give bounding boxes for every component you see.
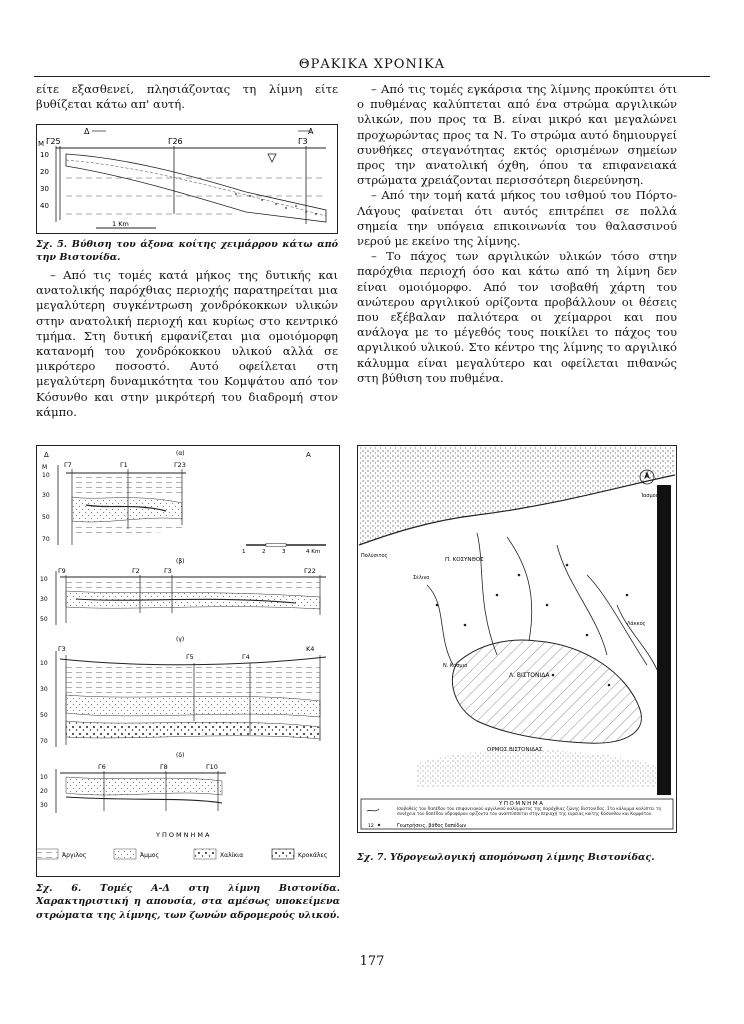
fig6-section-a-label: (α) [176,450,185,457]
map-label-nkosmio: Ν. Κόσμιο [443,663,468,669]
fig6-c-depth-4: 70 [40,738,48,745]
legend-swatch-clay [36,849,58,859]
fig6-a-depth-2: 30 [42,492,50,499]
legend-swatch-gravel [194,849,216,859]
fig6-a-depth-1: 10 [42,472,50,479]
fig6-c-well-1: Γ3 [58,645,66,653]
figure-6-sections [36,445,340,877]
fig6-a-depth-4: 70 [42,536,50,543]
fig6-c-depth-1: 10 [40,660,48,667]
fig6-scale-1: 1 [242,549,246,555]
fig5-unit-m: Μ [38,140,45,148]
legend-swatch-sand [114,849,136,859]
page-number: 177 [359,954,385,969]
fig5-depth-40: 40 [40,202,49,210]
figure-6-caption: Σχ. 6. Τομές Α-Δ στη λίμνη Βιστονίδα. Χαρακτηριστική η απουσία, στα αμέσως υποκείμενα στρώματα της λίμνης, των ζωνών αδρομερούς υλικού. [36,883,340,921]
left-paragraph-1: είτε εξασθενεί, πλησιάζοντας τη λίμνη είτε βυθίζεται κάτω απ' αυτή. [36,82,338,112]
right-paragraph-2: – Από την τομή κατά μήκος του ισθμού του Πόρτο-Λάγους φαίνεται ότι αυτός επιτρέπει σε πολλά σημεία την υπόγεια επικοινωνία του θαλασσινού νερού με εκείνο της λίμνης. [357,188,677,249]
fig6-d-well-1: Γ6 [98,763,106,771]
fig5-scale: 1 Km [112,220,129,228]
fig7-legend-well-num: 12 [368,824,374,829]
fig6-c-depth-3: 50 [40,712,48,719]
fig6-a-well-3: Γ23 [174,461,186,469]
fig6-legend [36,849,327,859]
fig6-d-depth-1: 10 [40,774,48,781]
journal-title: ΘΡΑΚΙΚΑ ΧΡΟΝΙΚΑ [298,57,446,72]
fig5-well-g26: Γ26 [168,137,183,146]
fig6-unit-m: Μ [42,464,48,471]
fig6-d-well-2: Γ8 [160,763,168,771]
figure-5-cross-section [36,124,338,234]
fig6-b-depth-3: 50 [40,616,48,623]
legend-pebbles: Κροκάλες [298,852,328,859]
fig5-end-d: Δ [84,127,90,136]
fig6-b-well-2: Γ2 [132,567,140,575]
fig7-legend-isobath-text: Ισοβαθείς του δαπέδου του επιφανειακού αργιλικού καλύμματος της παρόχθιας ζώνης Βιστονίδας. Στο κάλυμμα καλύπτει τη συνέχεια του δαπέδου υδροφόρου ορίζοντα του αναπτύσσεται στην περιοχή της ευρείας κοίτης Κόσυνθου και Κομψάτου. [397,806,662,816]
fig7-legend-title: ΥΠΟΜΝΗΜΑ [499,801,545,807]
fig5-depth-30: 30 [40,185,49,193]
figure-7 [357,445,677,833]
map-label-selino: Σέλινο [413,575,430,581]
fig6-b-depth-2: 30 [40,596,48,603]
fig6-section-b-label: (β) [176,558,185,565]
fig6-b-well-4: Γ22 [304,567,316,575]
right-paragraph-1: – Από τις τομές εγκάρσια της λίμνης προκύπτει ότι ο πυθμένας καλύπτεται από ένα στρώμα αργιλικών υλικών, που προς τα Β. είναι μικρό και μεγαλώνει προχωρώντας προς τα Ν. Το στρώμα αυτό δημιουργεί συνθήκες στεγανότητας εκτός ορισμένων σημείων προς την ανατολική όχθη, όπου τα επιφανειακά στρώματα χρειάζονται περισσότερη διερεύνηση. [357,82,677,188]
fig6-b-well-3: Γ3 [164,567,172,575]
figure-5-caption: Σχ. 5. Βύθιση του άξονα κοίτης χειμάρρου κάτω από την Βιστονίδα. [36,239,338,264]
figure-6 [36,445,340,877]
right-paragraph-3: – Το πάχος των αργιλικών υλικών τόσο στην παρόχθια περιοχή όσο και κάτω από τη λίμνη δεν είναι ομοιόμορφο. Από τον ισοβαθή χάρτη του ανώτερου αργιλικού ορίζοντα προβάλλουν οι θέσεις που εξέβαλαν παλιότερα οι χείμαρροι και που ανάλογα με το μέγεθός τους ποικίλει το πάχος του αργιλικού υλικού. Στο κέντρο της λίμνης το αργιλικό κάλυμμα είναι μεγαλύτερο και οφείλεται πιθανώς στη βύθιση του πυθμένα. [357,249,677,385]
fig6-section-c-label: (γ) [176,636,185,643]
fig6-d-depth-2: 20 [40,788,48,795]
fig6-scale-4: 4 Km [306,549,321,555]
figure-7-caption: Σχ. 7. Υδρογεωλογική απομόνωση λίμνης Βιστονίδας. [357,852,655,863]
fig5-end-a: Α [308,127,314,136]
legend-sand: Άμμος [140,852,159,859]
lake-vistonida [452,640,641,743]
map-label-polysitos: Πολύσιτος [361,553,388,559]
legend-clay: Άργιλος [62,852,87,859]
map-label-lake: Λ. ΒΙΣΤΟΝΙΔΑ [509,672,550,679]
fig6-a-well-1: Γ7 [64,461,72,469]
fig7-legend-well-symbol [378,824,380,826]
map-label-iasmos: Ίασμος [641,493,659,499]
figure-5 [36,124,338,234]
fig6-legend-title: ΥΠΟΜΝΗΜΑ [156,831,212,839]
figure-7-map [357,445,677,833]
fig6-d-well-3: Γ10 [206,763,218,771]
fig5-well-g3: Γ3 [298,137,308,146]
fig6-b-well-1: Γ9 [58,567,66,575]
fig6-c-well-4: Κ4 [306,645,315,653]
fig6-c-well-2: Γ5 [186,653,194,661]
right-column-text [357,82,677,386]
fig5-well-g25: Γ25 [46,137,61,146]
legend-gravel: Χαλίκια [220,852,244,859]
fig5-depth-20: 20 [40,168,49,176]
fig6-scale-2: 2 [262,549,266,555]
fig6-d-depth-3: 30 [40,802,48,809]
map-label-gulf: ΟΡΜΟΣ ΒΙΣΤΟΝΙΔΑΣ [487,747,543,753]
fig5-depth-10: 10 [40,151,49,159]
fig6-a-well-2: Γ1 [120,461,128,469]
legend-swatch-pebbles [272,849,294,859]
fig6-scale-bar [242,544,326,556]
fig7-legend-well-text: Γεωτρήσεις, βάθος δαπέδων [397,824,467,829]
left-paragraph-2: – Από τις τομές κατά μήκος της δυτικής και ανατολικής παρόχθιας περιοχής παρατηρείται μια μεγαλύτερη συγκέντρωση χονδρόκοκκων υλικών στην ανατολική περιοχή και κυρίως στο κεντρικό τμήμα. Στη δυτική εμφανίζεται μια ομοιόμορφη κατανομή του χονδρόκοκκου υλικού αλλά σε μικρότερο ποσοστό. Αυτό οφείλεται στη μεγαλύτερη δυναμικότητα του Κομψάτου από τον Κόσυνθο και στην μικρότερή του διαδρομή στον κάμπο. [36,268,338,419]
header-rule [34,76,710,77]
fig6-a-depth-3: 50 [42,514,50,521]
fig6-end-d: Δ [44,451,49,459]
fig6-c-depth-2: 30 [40,686,48,693]
fig6-b-depth-1: 10 [40,576,48,583]
map-label-kosynthos: Π. ΚΟΣΥΝΘΟΣ [445,557,484,563]
fig6-c-well-3: Γ4 [242,653,250,661]
fig6-section-d-label: (δ) [176,752,185,759]
fig6-end-a: Α [306,451,311,459]
map-label-lakkos: Λάκκος [627,621,646,627]
fig6-scale-3: 3 [282,549,286,555]
